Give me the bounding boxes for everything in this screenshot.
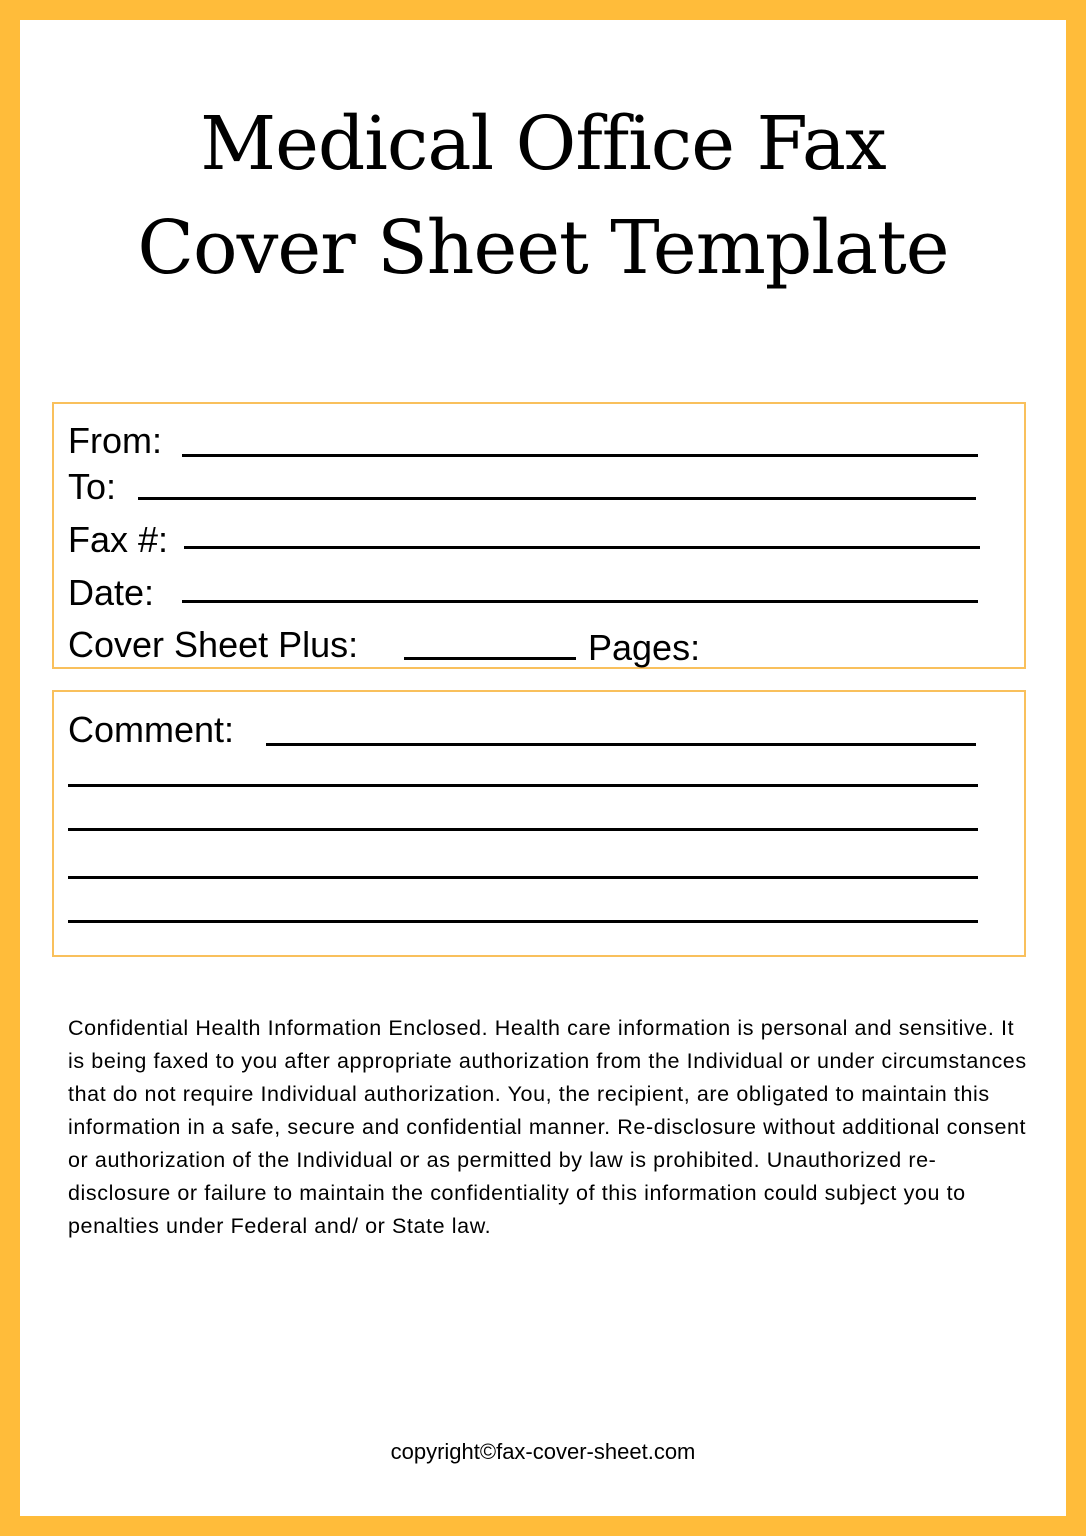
comment-line-1[interactable] xyxy=(266,743,976,746)
cover-sheet-plus-line[interactable] xyxy=(404,657,576,660)
comment-label: Comment: xyxy=(68,709,235,750)
to-label: To: xyxy=(68,466,117,507)
comment-line-2[interactable] xyxy=(68,784,978,787)
from-label: From: xyxy=(68,420,162,461)
comment-line-4[interactable] xyxy=(68,876,978,879)
comment-box xyxy=(52,690,1026,957)
date-line[interactable] xyxy=(182,600,978,603)
cover-sheet-plus-label: Cover Sheet Plus: xyxy=(68,624,359,665)
confidentiality-notice: Confidential Health Information Enclosed. Health care information is personal and sensitive. It is being faxed to you after appropriate authorization from the Individual or under circumstances that do not require Individual authorization. You, the recipient, are obligated to maintain this information in a safe, secure and confidential manner. Re-disclosure without additional consent or authorization of the Individual or as permitted by law is prohibited. Unauthorized re-disclosure or failure to maintain the confidentiality of this information could subject you to penalties under Federal and/ or State law. xyxy=(68,1016,1027,1238)
fields-box xyxy=(52,402,1026,669)
date-label: Date: xyxy=(68,572,155,613)
to-line[interactable] xyxy=(138,497,976,500)
copyright-footer: copyright©fax-cover-sheet.com xyxy=(390,1439,696,1464)
comment-line-5[interactable] xyxy=(68,920,978,923)
title-line-2: Cover Sheet Template xyxy=(137,205,949,291)
title-line-1: Medical Office Fax xyxy=(200,101,886,187)
page-title xyxy=(20,92,1066,300)
comment-line-3[interactable] xyxy=(68,828,978,831)
pages-label: Pages: xyxy=(588,627,701,668)
fax-number-label: Fax #: xyxy=(68,519,169,560)
fax-number-line[interactable] xyxy=(184,546,980,549)
from-line[interactable] xyxy=(182,454,978,457)
